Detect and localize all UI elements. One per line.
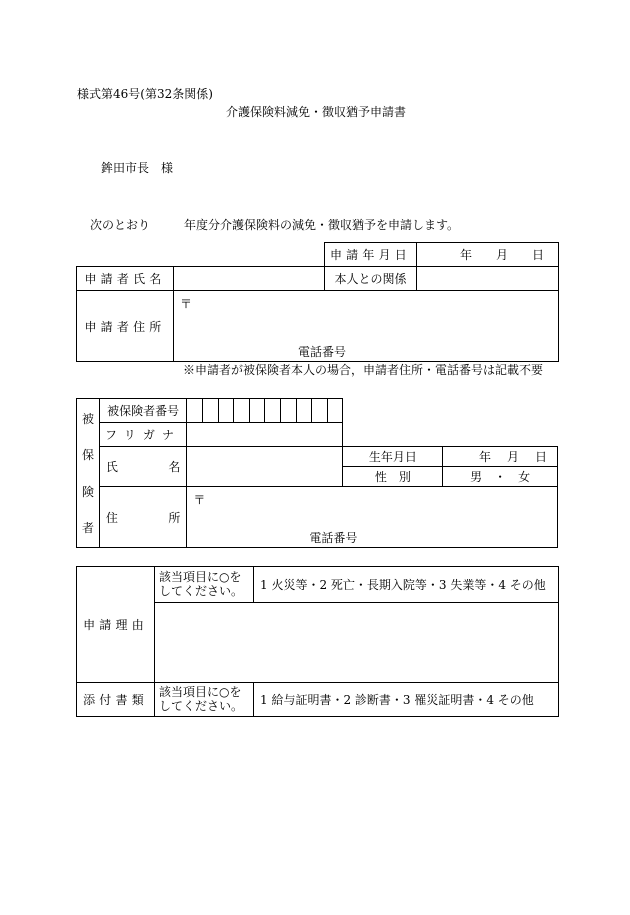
date-day-unit: 日	[531, 248, 544, 262]
furigana-label: フリガナ	[99, 423, 186, 447]
insured-name-field[interactable]	[187, 447, 343, 487]
insured-number-digit-10[interactable]	[327, 399, 343, 423]
sex-label: 性 別	[343, 467, 443, 487]
sex-options[interactable]: 男 ・ 女	[443, 467, 558, 487]
insured-address-field[interactable]	[187, 487, 558, 548]
birth-date-field[interactable]: 年 月 日	[443, 447, 558, 467]
applicant-address-label: 申請者住所	[77, 291, 174, 362]
reason-options[interactable]: 1 火災等・2 死亡・長期入院等・3 失業等・4 その他	[254, 567, 559, 603]
insured-number-digit-8[interactable]	[296, 399, 312, 423]
form-title: 介護保険料減免・徴収猶予申請書	[226, 105, 407, 119]
relation-label: 本人との関係	[325, 267, 417, 291]
insured-side-label: 被 保 険 者	[77, 399, 100, 548]
applicant-table	[76, 242, 559, 362]
insured-number-digit-3[interactable]	[218, 399, 234, 423]
form-number: 様式第46号(第32条関係)	[77, 87, 213, 101]
insured-number-digit-1[interactable]	[187, 399, 203, 423]
birth-label: 生年月日	[343, 447, 443, 467]
reason-detail-field[interactable]	[155, 603, 559, 683]
applicant-name-label: 申請者氏名	[77, 267, 174, 291]
insured-number-digit-6[interactable]	[265, 399, 281, 423]
insured-number-digit-2[interactable]	[202, 399, 218, 423]
furigana-field[interactable]	[187, 423, 343, 447]
attachments-label: 添付書類	[77, 683, 155, 717]
insured-number-label: 被保険者番号	[99, 399, 186, 423]
application-date-label: 申請年月日	[325, 243, 417, 267]
date-month-unit: 月	[495, 248, 508, 262]
applicant-address-field[interactable]	[174, 291, 559, 362]
insured-number-digit-4[interactable]	[234, 399, 250, 423]
insured-number-digit-9[interactable]	[312, 399, 328, 423]
insured-name-label: 氏 名	[99, 447, 186, 487]
application-date-field[interactable]	[417, 243, 559, 267]
relation-field[interactable]	[417, 267, 559, 291]
insured-address-label: 住 所	[99, 487, 186, 548]
reason-label: 申請理由	[77, 567, 155, 683]
applicant-phone-label: 電話番号	[298, 345, 347, 359]
attachments-instruction: 該当項目に○を してください。	[155, 683, 254, 717]
applicant-postal-mark: 〒	[180, 297, 193, 311]
applicant-name-field[interactable]	[174, 267, 325, 291]
reason-table	[76, 566, 559, 717]
insured-postal-mark: 〒	[193, 493, 206, 507]
reason-instruction: 該当項目に○を してください。	[155, 567, 254, 603]
insured-number-digit-7[interactable]	[281, 399, 297, 423]
intro-prefix: 次のとおり	[90, 218, 151, 232]
attachments-options[interactable]: 1 給与証明書・2 診断書・3 罹災証明書・4 その他	[254, 683, 559, 717]
applicant-note: ※申請者が被保険者本人の場合，申請者住所・電話番号は記載不要	[183, 363, 544, 377]
intro-suffix: 年度分介護保険料の減免・徴収猶予を申請します。	[184, 218, 460, 232]
insured-number-digit-5[interactable]	[249, 399, 265, 423]
insured-phone-label: 電話番号	[309, 531, 358, 545]
addressee: 鉾田市長 様	[101, 161, 174, 175]
fiscal-year-field[interactable]	[155, 216, 181, 232]
date-year-unit: 年	[459, 248, 472, 262]
insured-table	[76, 398, 558, 548]
